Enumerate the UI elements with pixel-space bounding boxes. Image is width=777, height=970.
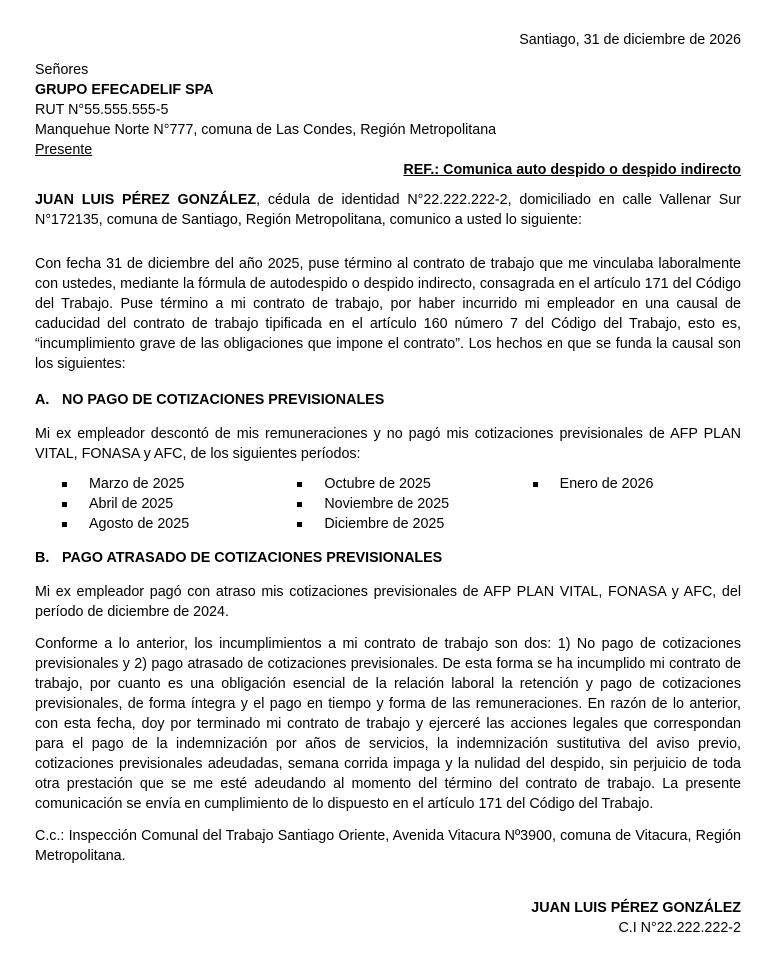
signature-name: JUAN LUIS PÉREZ GONZÁLEZ — [531, 900, 741, 916]
bullet-icon — [62, 502, 67, 507]
company-rut: RUT N°55.555.555-5 — [35, 102, 169, 118]
intro-text: , cédula de identidad N°22.222.222-2, domiciliado en calle Vallenar Sur N°172135, comuna de Santiago, Región Metropolitana, comunico a usted lo siguiente: — [35, 192, 741, 228]
section-b-heading — [35, 548, 741, 568]
letter-date: Santiago, 31 de diciembre de 2026 — [519, 32, 741, 48]
period-label: Agosto de 2025 — [89, 516, 190, 532]
periods-column-3 — [506, 474, 741, 534]
section-b-title: PAGO ATRASADO DE COTIZACIONES PREVISIONALES — [62, 550, 443, 566]
bullet-icon — [297, 522, 302, 527]
period-item — [270, 474, 505, 494]
letter-page — [35, 0, 741, 970]
period-item — [35, 514, 270, 534]
period-item — [506, 474, 741, 494]
intro-paragraph — [35, 190, 741, 230]
signature-block — [531, 898, 741, 938]
section-b-letter: B. — [35, 550, 50, 566]
presente-label: Presente — [35, 142, 93, 158]
period-label: Diciembre de 2025 — [324, 516, 445, 532]
addressee-block — [35, 60, 741, 160]
section-a-title: NO PAGO DE COTIZACIONES PREVISIONALES — [62, 392, 385, 408]
sender-name: JUAN LUIS PÉREZ GONZÁLEZ — [35, 192, 257, 208]
bullet-icon — [297, 502, 302, 507]
section-a-paragraph: Mi ex empleador descontó de mis remuneraciones y no pagó mis cotizaciones previsionales de AFP PLAN VITAL, FONASA y AFC, de los siguientes períodos: — [35, 426, 741, 462]
period-label: Marzo de 2025 — [89, 476, 185, 492]
bullet-icon — [62, 482, 67, 487]
signature-id: C.I N°22.222.222-2 — [618, 920, 741, 936]
salutation: Señores — [35, 62, 89, 78]
bullet-icon — [533, 482, 538, 487]
periods-column-2 — [270, 474, 505, 534]
period-item — [270, 494, 505, 514]
periods-column-1 — [35, 474, 270, 534]
conclusion-paragraph: Conforme a lo anterior, los incumplimientos a mi contrato de trabajo son dos: 1) No pago de cotizaciones previsionales y 2) pago atrasado de cotizaciones previsionales. De esta forma se ha incumplido mi contrato de trabajo, por cuanto es una obligación esencial de la relación laboral la retención y pago de cotizaciones previsionales, de forma íntegra y el pago en tiempo y forma de las remuneraciones. En razón de lo anterior, con esta fecha, doy por terminado mi contrato de trabajo y ejerceré las acciones legales que correspondan para el pago de la indemnización por años de servicios, la indemnización sustitutiva del aviso previo, cotizaciones previsionales adeudadas, semana corrida impaga y la nulidad del despido, sin perjuicio de toda otra prestación que se me esté adeudando al momento del término del contrato de trabajo. La presente comunicación se envía en cumplimiento de lo dispuesto en el artículo 171 del Código del Trabajo. — [35, 636, 741, 812]
bullet-icon — [62, 522, 67, 527]
period-item — [35, 474, 270, 494]
period-label: Enero de 2026 — [559, 476, 654, 492]
company-name: GRUPO EFECADELIF SPA — [35, 82, 214, 98]
letter-body — [35, 190, 741, 866]
cc-paragraph: C.c.: Inspección Comunal del Trabajo Santiago Oriente, Avenida Vitacura Nº3900, comuna de Vitacura, Región Metropolitana. — [35, 828, 741, 864]
company-address: Manquehue Norte N°777, comuna de Las Condes, Región Metropolitana — [35, 122, 497, 138]
bullet-icon — [297, 482, 302, 487]
periods-list — [35, 474, 741, 534]
period-item — [270, 514, 505, 534]
period-label: Abril de 2025 — [89, 496, 174, 512]
section-a-heading — [35, 390, 741, 410]
reference-line: REF.: Comunica auto despido o despido indirecto — [403, 162, 741, 178]
period-item — [35, 494, 270, 514]
period-label: Noviembre de 2025 — [324, 496, 450, 512]
section-b-paragraph: Mi ex empleador pagó con atraso mis cotizaciones previsionales de AFP PLAN VITAL, FONASA y AFC, del período de diciembre de 2024. — [35, 584, 741, 620]
causa-paragraph: Con fecha 31 de diciembre del año 2025, puse término al contrato de trabajo que me vinculaba laboralmente con ustedes, mediante la fórmula de autodespido o despido indirecto, consagrada en el artículo 171 del Código del Trabajo. Puse término a mi contrato de trabajo, por haber incurrido mi empleador en una causal de caducidad del contrato de trabajo tipificada en el artículo 160 número 7 del Código del Trabajo, esto es, “incumplimiento grave de las obligaciones que impone el contrato”. Los hechos en que se funda la causal son los siguientes: — [35, 256, 741, 372]
period-label: Octubre de 2025 — [324, 476, 431, 492]
section-a-letter: A. — [35, 392, 50, 408]
